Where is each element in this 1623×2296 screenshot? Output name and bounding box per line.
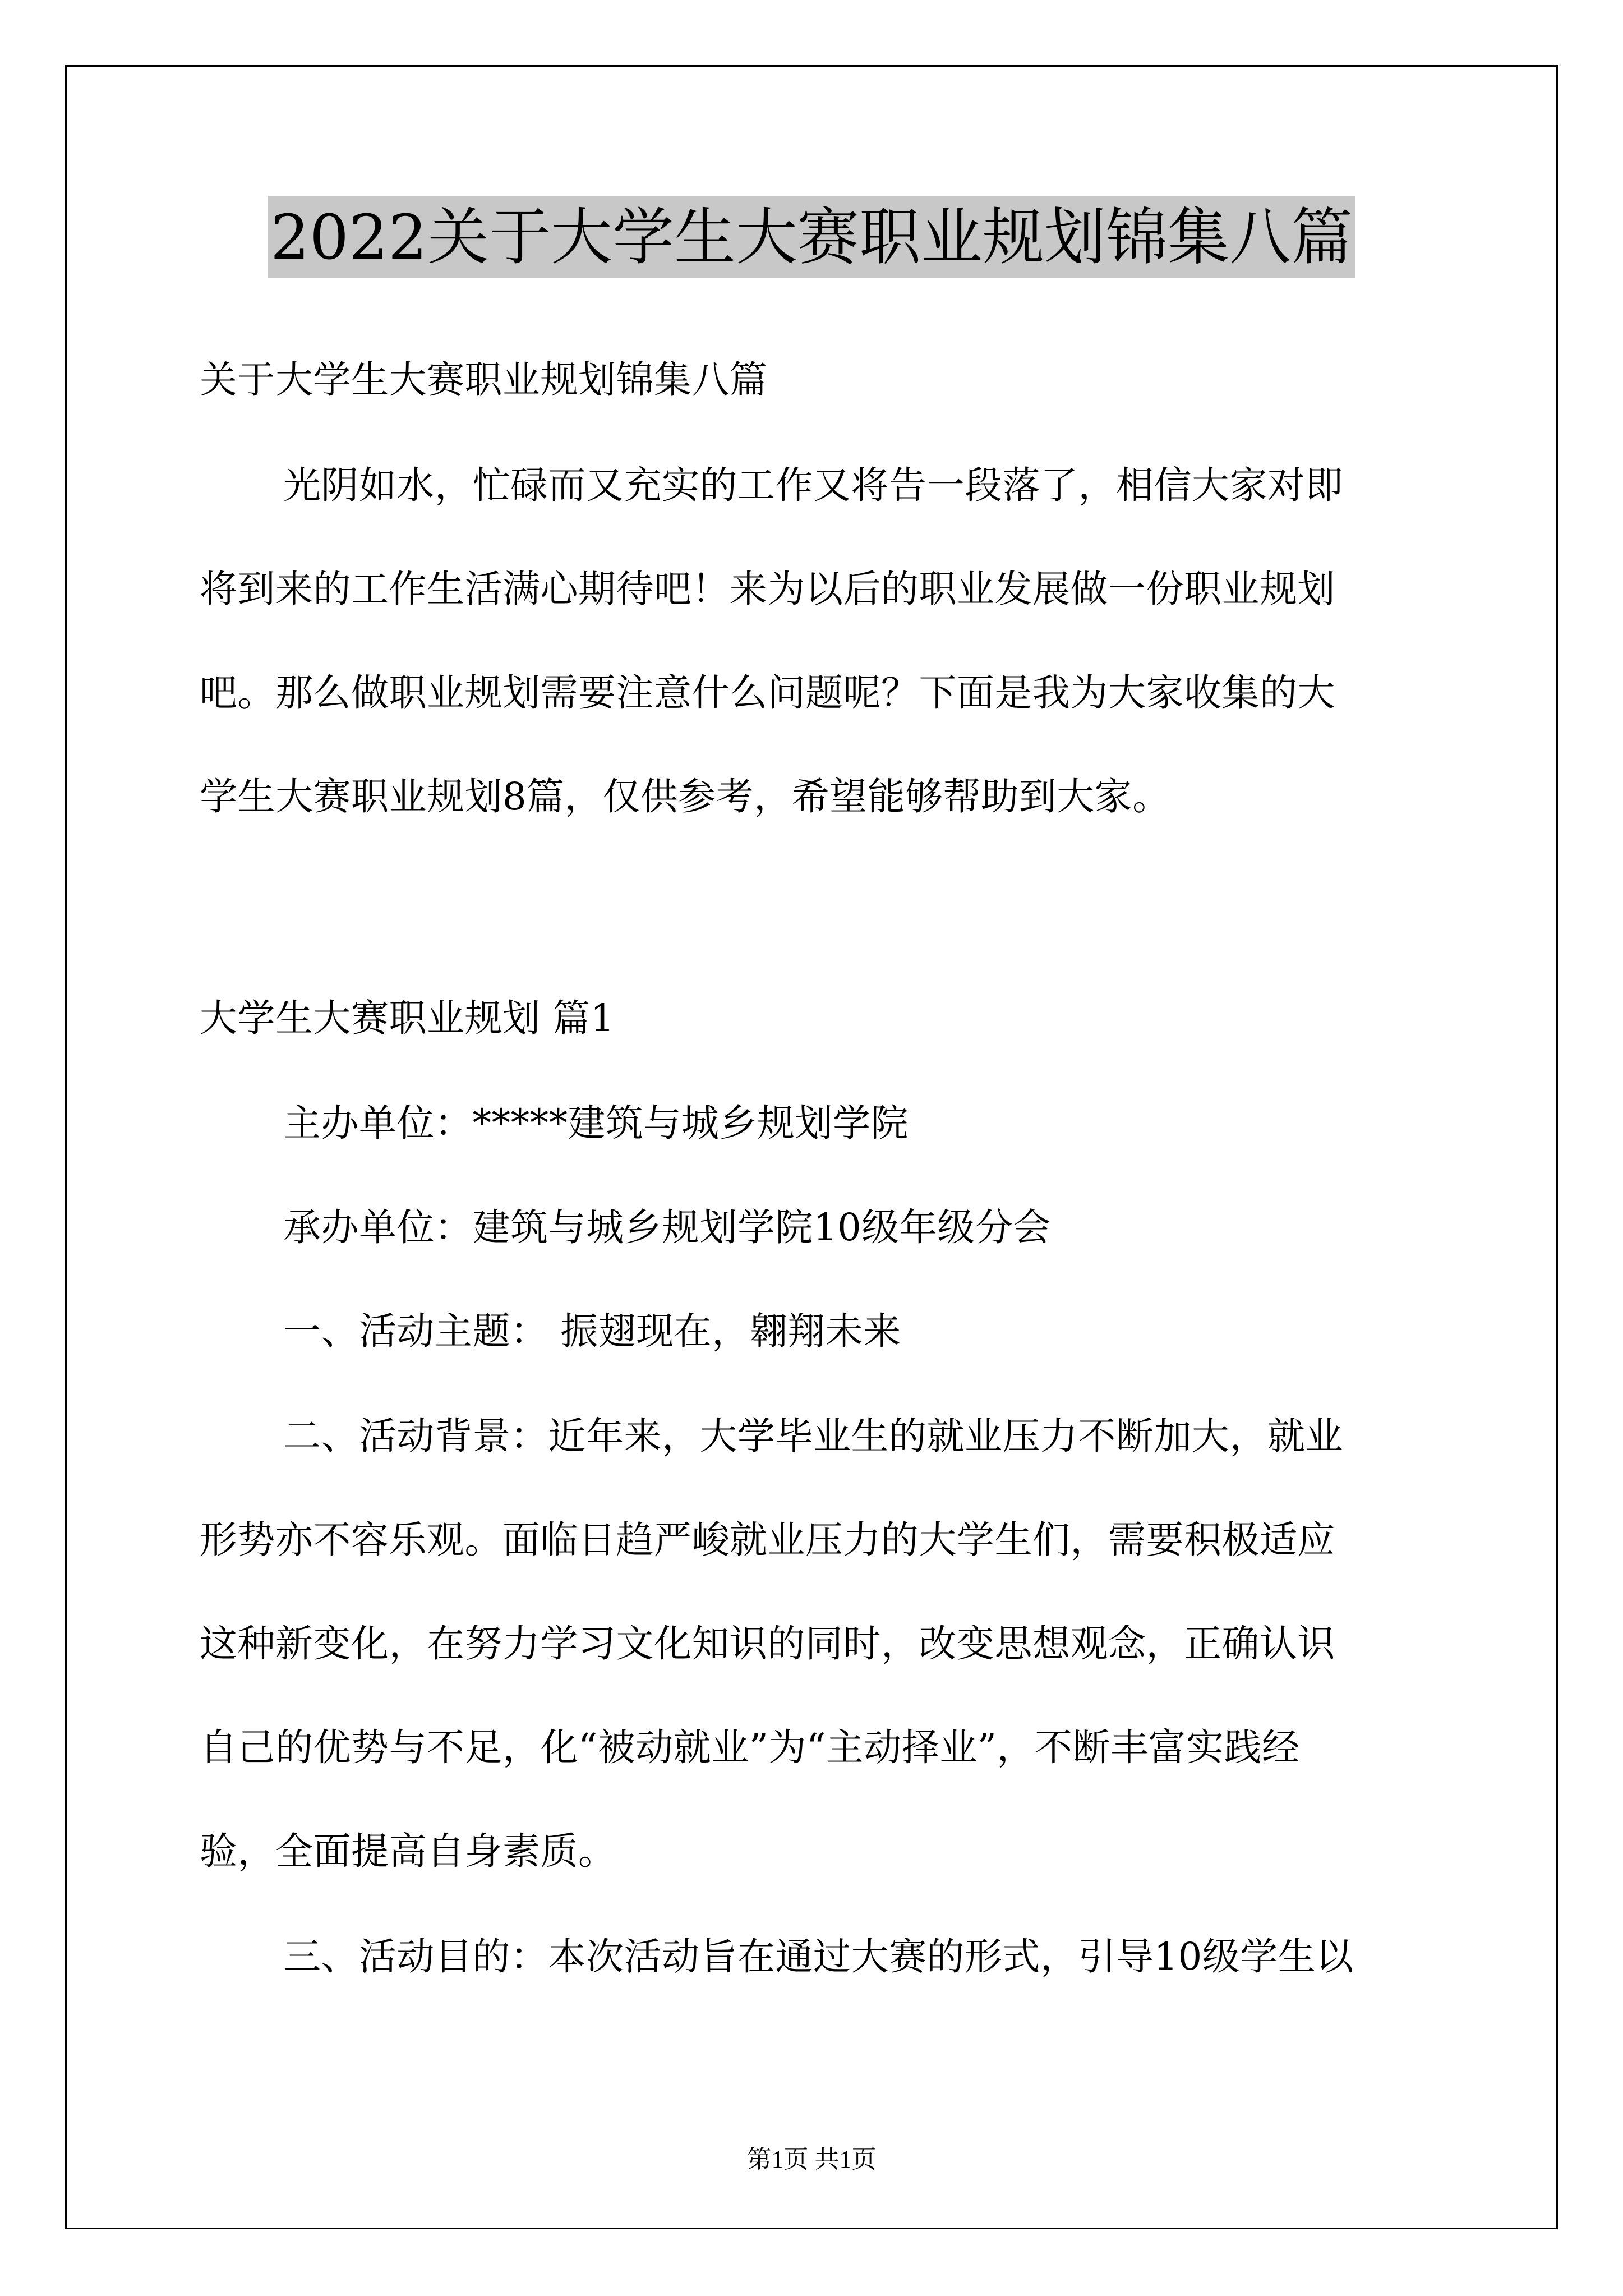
background-line: 验，全面提高自身素质。 [200,1829,616,1873]
intro-line: 学生大赛职业规划8篇，仅供参考，希望能够帮助到大家。 [200,775,1170,818]
background-line: 二、活动背景：近年来，大学毕业生的就业压力不断加大，就业 [283,1414,1343,1458]
intro-line: 光阴如水，忙碌而又充实的工作又将告一段落了，相信大家对即 [283,463,1343,507]
organizer-line: 主办单位：*****建筑与城乡规划学院 [283,1101,909,1145]
intro-line: 将到来的工作生活满心期待吧！来为以后的职业发展做一份职业规划 [200,567,1335,611]
intro-line: 吧。那么做职业规划需要注意什么问题呢？下面是我为大家收集的大 [200,671,1335,715]
page-footer: 第1页 共1页 [746,2146,877,2173]
background-line: 自己的优势与不足，化“被动就业”为“主动择业”，不断丰富实践经 [200,1726,1300,1769]
background-line: 形势亦不容乐观。面临日趋严峻就业压力的大学生们，需要积极适应 [200,1518,1335,1562]
purpose-line: 三、活动目的：本次活动旨在通过大赛的形式，引导10级学生以 [283,1935,1354,1978]
document-title: 2022关于大学生大赛职业规划锦集八篇 [268,196,1355,278]
theme-line: 一、活动主题： 振翅现在，翱翔未来 [283,1309,901,1353]
co-organizer-line: 承办单位：建筑与城乡规划学院10级年级分会 [283,1205,1051,1249]
background-line: 这种新变化，在努力学习文化知识的同时，改变思想观念，正确认识 [200,1622,1335,1665]
document-subtitle: 关于大学生大赛职业规划锦集八篇 [200,358,768,402]
title-container [0,196,1623,278]
section-heading: 大学生大赛职业规划 篇1 [200,996,615,1040]
